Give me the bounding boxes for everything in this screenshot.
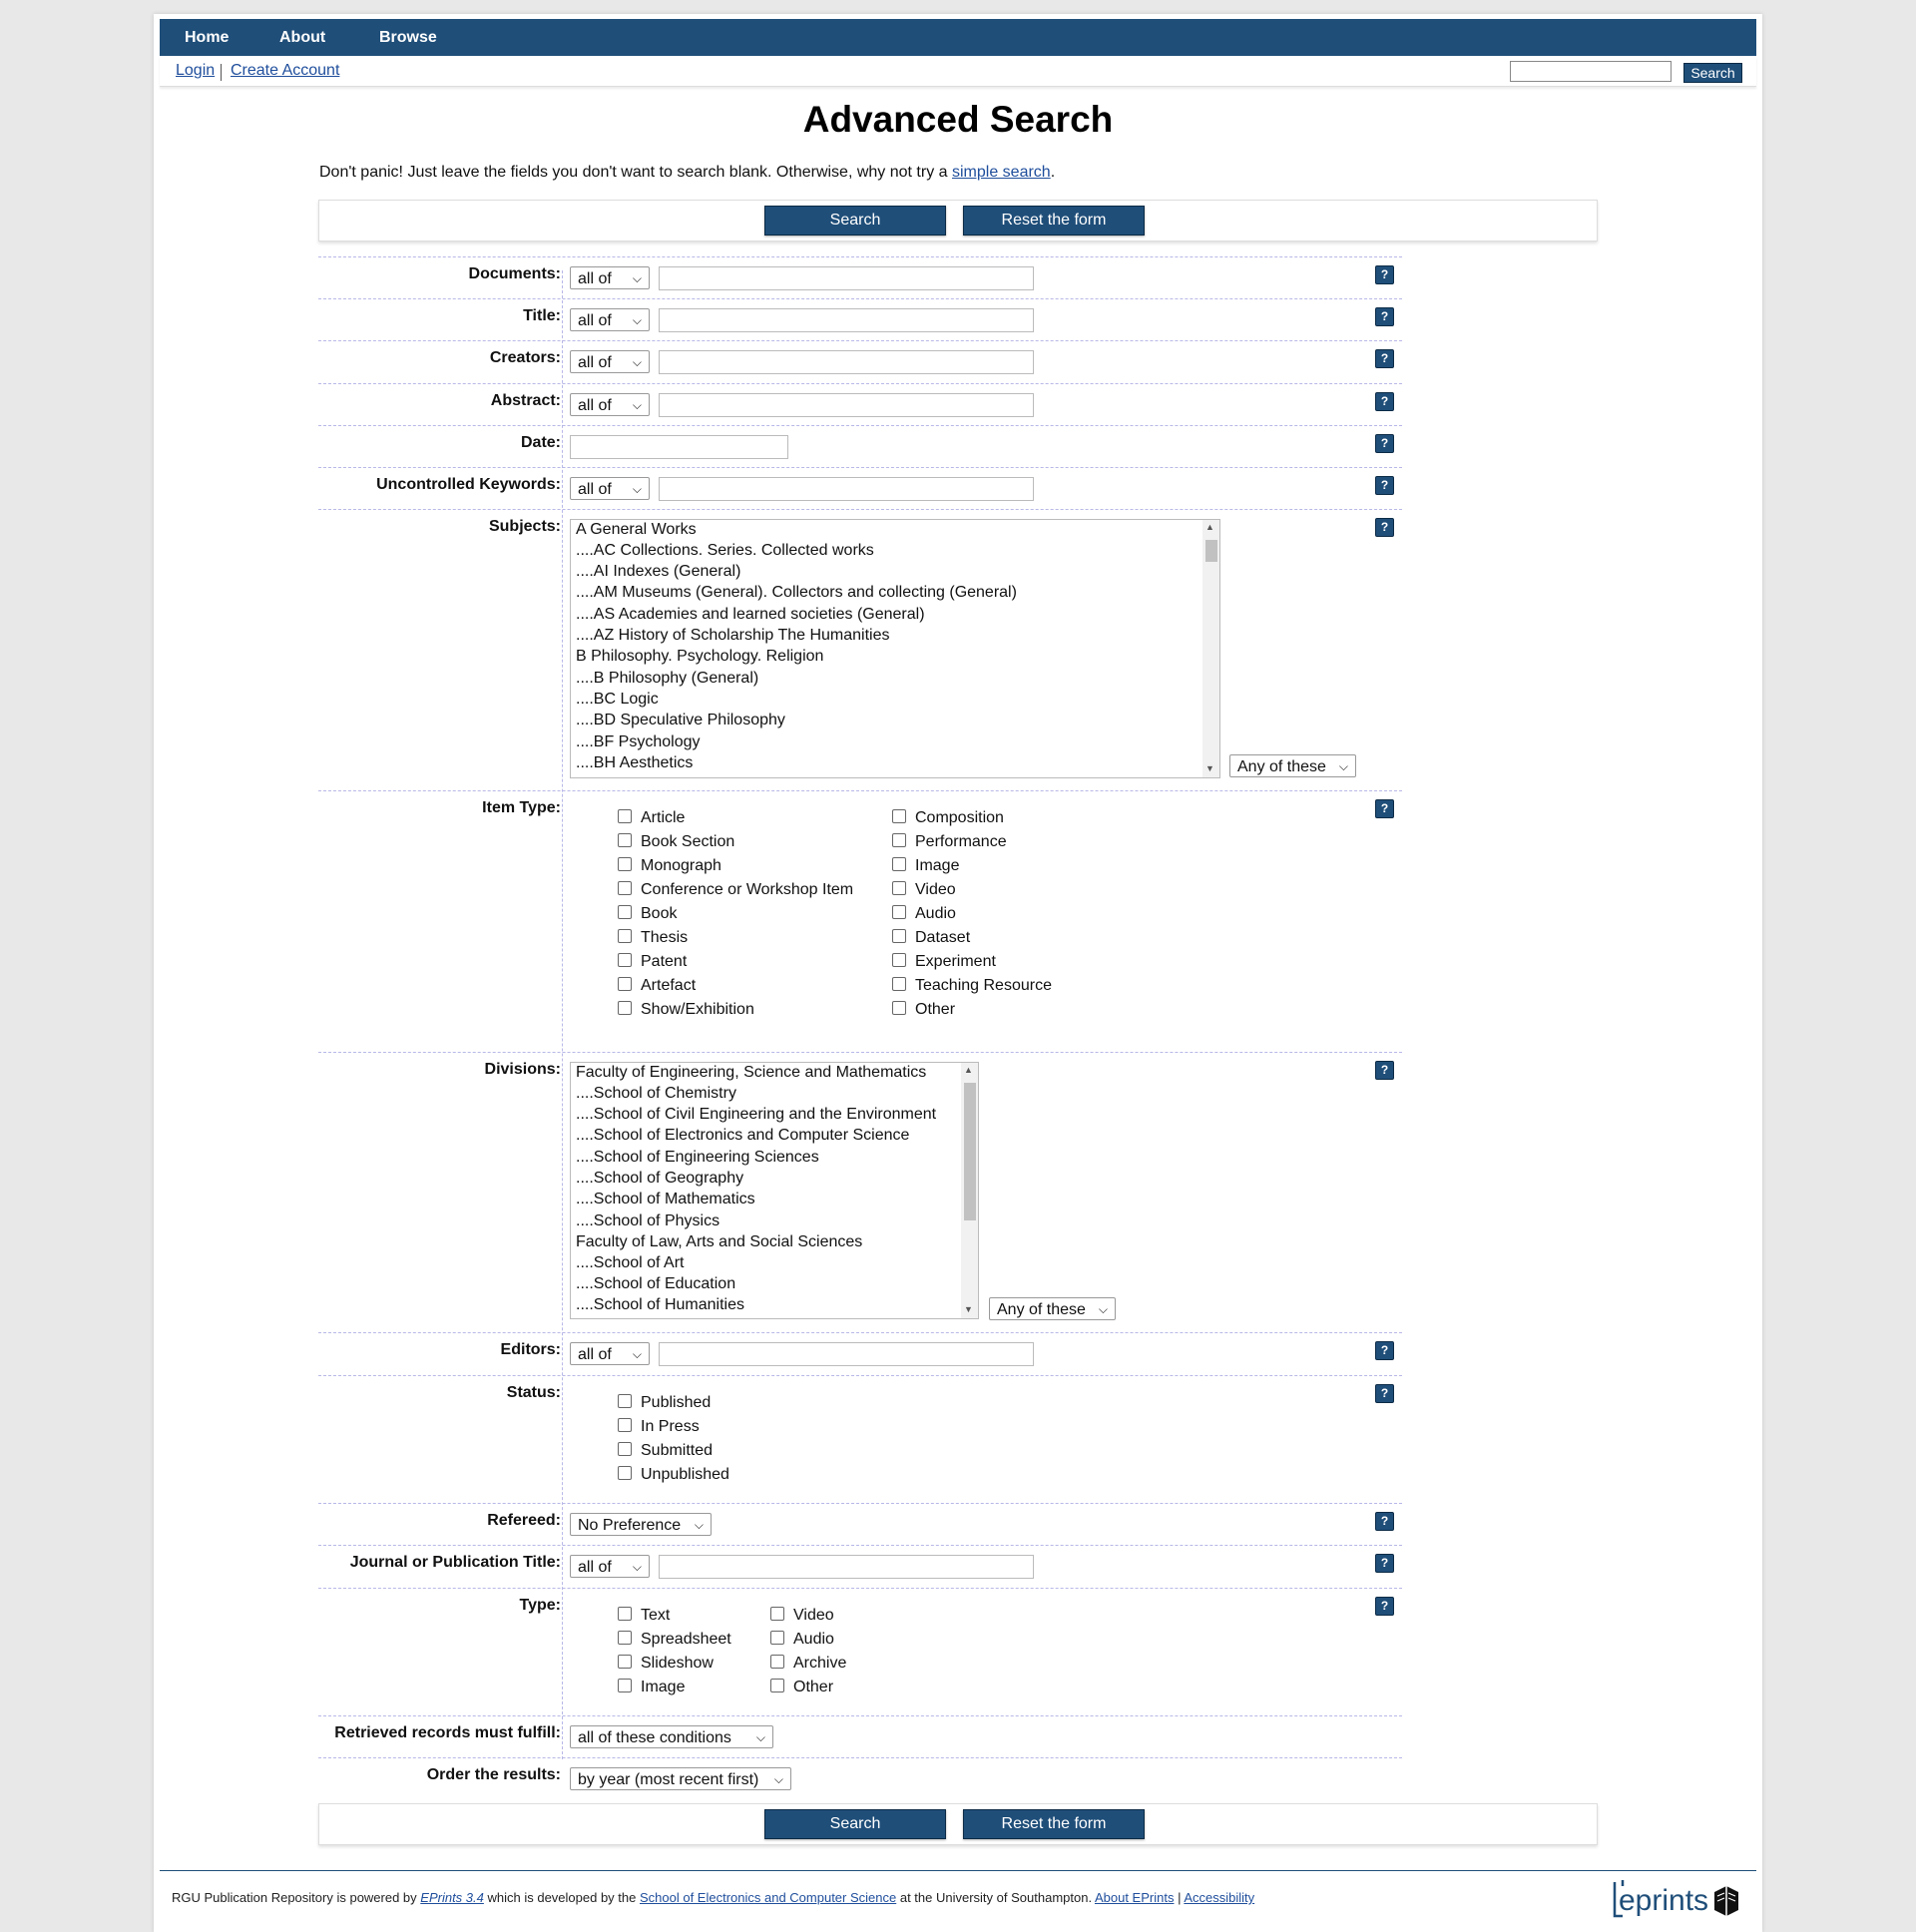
about-eprints-link[interactable]: About EPrints bbox=[1094, 1890, 1175, 1905]
chevron-down-icon: ⌵ bbox=[632, 271, 642, 285]
field-label: Editors: bbox=[500, 1341, 561, 1358]
checkbox-label: Submitted bbox=[641, 1442, 714, 1459]
checkbox[interactable] bbox=[892, 1001, 906, 1015]
checkbox-label: Spreadsheet bbox=[641, 1631, 731, 1648]
scroll-down-icon[interactable]: ▼ bbox=[1205, 763, 1214, 773]
nav-about[interactable]: About bbox=[279, 29, 326, 46]
list-option[interactable]: ....B Philosophy (General) bbox=[576, 670, 759, 687]
checkbox[interactable] bbox=[892, 905, 906, 919]
checkbox[interactable] bbox=[618, 905, 632, 919]
eprints-link[interactable]: EPrints 3.4 bbox=[420, 1890, 484, 1905]
list-option[interactable]: A General Works bbox=[576, 521, 697, 538]
nav-home[interactable]: Home bbox=[185, 29, 230, 46]
create-account-link[interactable]: Create Account bbox=[231, 62, 340, 79]
list-option[interactable]: ....School of Chemistry bbox=[576, 1085, 736, 1102]
ecs-link[interactable]: School of Electronics and Computer Science bbox=[639, 1890, 897, 1905]
checkbox-option[interactable] bbox=[618, 833, 734, 851]
nav-browse[interactable]: Browse bbox=[379, 29, 437, 46]
help-icon[interactable]: ? bbox=[1375, 799, 1394, 818]
checkbox[interactable] bbox=[618, 1442, 632, 1456]
scrollbar-thumb[interactable] bbox=[1205, 540, 1217, 562]
checkbox-option[interactable] bbox=[770, 1607, 834, 1625]
checkbox-label: Performance bbox=[915, 833, 1007, 850]
intro-text: Don't panic! Just leave the fields you don't want to search blank. Otherwise, why not try a simple search. bbox=[319, 164, 1056, 181]
field-label: Retrieved records must fulfill: bbox=[334, 1724, 561, 1741]
checkbox[interactable] bbox=[892, 833, 906, 847]
help-icon[interactable]: ? bbox=[1375, 307, 1394, 326]
footer-divider bbox=[160, 1870, 1756, 1871]
list-option[interactable]: ....BF Psychology bbox=[576, 733, 701, 750]
checkbox-label: Experiment bbox=[915, 953, 996, 970]
user-bar bbox=[160, 56, 1756, 87]
field-label: Date: bbox=[520, 434, 561, 451]
field-documents bbox=[318, 256, 1402, 299]
checkbox[interactable] bbox=[770, 1631, 784, 1645]
checkbox-option[interactable] bbox=[892, 929, 970, 947]
list-option[interactable]: ....AZ History of Scholarship The Humanities bbox=[576, 627, 890, 644]
checkbox-label: Image bbox=[641, 1679, 686, 1695]
chevron-down-icon: ⌵ bbox=[632, 482, 642, 496]
chevron-down-icon: ⌵ bbox=[632, 1347, 642, 1361]
checkbox-option[interactable] bbox=[892, 977, 1052, 995]
list-option[interactable]: ....School of Mathematics bbox=[576, 1191, 755, 1208]
help-icon[interactable]: ? bbox=[1375, 1597, 1394, 1616]
scroll-up-icon[interactable]: ▲ bbox=[1205, 522, 1214, 532]
page bbox=[154, 14, 1762, 1932]
checkbox[interactable] bbox=[770, 1679, 784, 1692]
field-refereed bbox=[318, 1503, 1402, 1546]
checkbox[interactable] bbox=[618, 1001, 632, 1015]
satisfy-select[interactable]: all of these conditions ⌵ bbox=[570, 1725, 773, 1748]
checkbox-option[interactable] bbox=[618, 1607, 670, 1625]
help-icon[interactable]: ? bbox=[1375, 518, 1394, 537]
checkbox-option[interactable] bbox=[770, 1631, 834, 1649]
checkbox[interactable] bbox=[618, 1631, 632, 1645]
checkbox[interactable] bbox=[892, 809, 906, 823]
checkbox-label: Book bbox=[641, 905, 678, 922]
chevron-down-icon: ⌵ bbox=[773, 1772, 783, 1786]
editors-input[interactable] bbox=[659, 1342, 1034, 1366]
checkbox[interactable] bbox=[618, 1466, 632, 1480]
checkbox[interactable] bbox=[618, 833, 632, 847]
documents-input[interactable] bbox=[659, 266, 1034, 290]
list-option[interactable]: ....BH Aesthetics bbox=[576, 754, 694, 771]
field-journal bbox=[318, 1545, 1402, 1589]
field-label: Documents: bbox=[468, 265, 561, 282]
checkbox-label: Audio bbox=[793, 1631, 834, 1648]
scroll-up-icon[interactable]: ▲ bbox=[964, 1065, 973, 1075]
scroll-down-icon[interactable]: ▼ bbox=[964, 1304, 973, 1314]
checkbox[interactable] bbox=[618, 977, 632, 991]
list-option[interactable]: ....AC Collections. Series. Collected works bbox=[576, 542, 874, 559]
field-creators bbox=[318, 340, 1402, 384]
list-option[interactable]: ....School of Humanities bbox=[576, 1296, 744, 1313]
field-label: Title: bbox=[523, 307, 561, 324]
checkbox-option[interactable] bbox=[618, 929, 688, 947]
checkbox[interactable] bbox=[770, 1655, 784, 1669]
footer: RGU Publication Repository is powered by EPrints 3.4 which is developed by the School of Electronics and Computer Science at the University of Southampton. About EPrints | Accessibility bbox=[172, 1890, 1255, 1905]
abstract-input[interactable] bbox=[659, 393, 1034, 417]
page-title: Advanced Search bbox=[802, 99, 1114, 140]
chevron-down-icon: ⌵ bbox=[632, 313, 642, 327]
checkbox[interactable] bbox=[618, 857, 632, 871]
checkbox-option[interactable] bbox=[618, 1679, 685, 1696]
checkbox-label: Text bbox=[641, 1607, 671, 1624]
checkbox-option[interactable] bbox=[770, 1655, 846, 1673]
list-option[interactable]: ....AM Museums (General). Collectors and collecting (General) bbox=[576, 584, 1017, 601]
checkbox-option[interactable] bbox=[618, 905, 677, 923]
checkbox-label: Thesis bbox=[641, 929, 689, 946]
checkbox-label: Teaching Resource bbox=[915, 977, 1052, 994]
chevron-down-icon: ⌵ bbox=[1338, 759, 1348, 773]
field-label: Refereed: bbox=[487, 1512, 561, 1529]
checkbox[interactable] bbox=[618, 1418, 632, 1432]
checkbox-label: Image bbox=[915, 857, 960, 874]
checkbox-option[interactable] bbox=[618, 1418, 700, 1436]
field-satisfy bbox=[318, 1715, 1402, 1758]
journal-mode-select[interactable]: all of ⌵ bbox=[570, 1555, 650, 1578]
chevron-down-icon: ⌵ bbox=[632, 1560, 642, 1574]
checkbox-label: Other bbox=[793, 1679, 834, 1695]
subjects-listbox[interactable] bbox=[570, 519, 1220, 778]
creators-mode-select[interactable]: all of ⌵ bbox=[570, 350, 650, 373]
chevron-down-icon: ⌵ bbox=[632, 355, 642, 369]
checkbox-option[interactable] bbox=[618, 1001, 754, 1019]
checkbox-label: Other bbox=[915, 1001, 956, 1018]
scrollbar[interactable] bbox=[1202, 520, 1219, 777]
checkbox-option[interactable] bbox=[618, 977, 696, 995]
eprints-logo[interactable] bbox=[1611, 1876, 1742, 1920]
list-option[interactable]: ....School of Art bbox=[576, 1254, 685, 1271]
checkbox-option[interactable] bbox=[618, 1655, 714, 1673]
chevron-down-icon: ⌵ bbox=[1098, 1302, 1108, 1316]
separator bbox=[221, 64, 222, 81]
checkbox-label: Patent bbox=[641, 953, 688, 970]
checkbox-option[interactable] bbox=[618, 1442, 713, 1460]
accessibility-link[interactable]: Accessibility bbox=[1184, 1890, 1255, 1905]
checkbox[interactable] bbox=[618, 809, 632, 823]
reset-button[interactable]: Reset the form bbox=[963, 206, 1145, 236]
checkbox-label: Artefact bbox=[641, 977, 697, 994]
list-option[interactable]: ....School of Physics bbox=[576, 1212, 720, 1229]
creators-input[interactable] bbox=[659, 350, 1034, 374]
list-option[interactable]: ....School of Civil Engineering and the Environment bbox=[576, 1106, 937, 1123]
abstract-mode-select[interactable]: all of ⌵ bbox=[570, 393, 650, 416]
help-icon[interactable]: ? bbox=[1375, 434, 1394, 453]
checkbox-option[interactable] bbox=[618, 1466, 729, 1484]
logo-text: eprints bbox=[1619, 1884, 1709, 1917]
field-label: Status: bbox=[506, 1384, 561, 1401]
help-icon[interactable]: ? bbox=[1375, 1384, 1394, 1403]
field-label: Subjects: bbox=[488, 518, 561, 535]
subjects-match-select[interactable]: Any of these ⌵ bbox=[1229, 754, 1356, 777]
field-label: Abstract: bbox=[490, 392, 561, 409]
field-label: Divisions: bbox=[484, 1061, 561, 1078]
checkbox-label: Archive bbox=[793, 1655, 847, 1672]
field-label: Order the results: bbox=[426, 1766, 561, 1783]
checkbox-option[interactable] bbox=[618, 1394, 711, 1412]
checkbox-label: Show/Exhibition bbox=[641, 1001, 754, 1018]
help-icon[interactable]: ? bbox=[1375, 392, 1394, 411]
list-option[interactable]: ....AI Indexes (General) bbox=[576, 563, 741, 580]
bottom-button-bar bbox=[318, 1803, 1598, 1845]
help-icon[interactable]: ? bbox=[1375, 1554, 1394, 1573]
field-label: Uncontrolled Keywords: bbox=[376, 476, 561, 493]
help-icon[interactable]: ? bbox=[1375, 1341, 1394, 1360]
field-abstract bbox=[318, 383, 1402, 426]
chevron-down-icon: ⌵ bbox=[755, 1730, 765, 1744]
field-type bbox=[318, 1588, 1402, 1716]
keywords-input[interactable] bbox=[659, 477, 1034, 501]
top-search-input[interactable] bbox=[1510, 61, 1672, 82]
checkbox-option[interactable] bbox=[618, 1631, 731, 1649]
list-option[interactable]: ....School of Education bbox=[576, 1275, 736, 1292]
field-order bbox=[318, 1757, 1402, 1800]
list-option[interactable]: ....AS Academies and learned societies (General) bbox=[576, 606, 925, 623]
checkbox-option[interactable] bbox=[618, 809, 685, 827]
field-label: Creators: bbox=[489, 349, 561, 366]
journal-input[interactable] bbox=[659, 1555, 1034, 1579]
order-select[interactable]: by year (most recent first) ⌵ bbox=[570, 1767, 791, 1790]
checkbox[interactable] bbox=[892, 881, 906, 895]
checkbox-option[interactable] bbox=[892, 953, 996, 971]
checkbox-option[interactable] bbox=[892, 833, 1007, 851]
checkbox-label: Video bbox=[793, 1607, 834, 1624]
field-divisions bbox=[318, 1052, 1402, 1333]
checkbox[interactable] bbox=[770, 1607, 784, 1621]
list-option[interactable]: ....School of Engineering Sciences bbox=[576, 1149, 819, 1166]
list-option[interactable]: ....BD Speculative Philosophy bbox=[576, 712, 785, 728]
list-option[interactable]: ....BC Logic bbox=[576, 691, 659, 708]
checkbox[interactable] bbox=[892, 953, 906, 967]
list-option[interactable]: Faculty of Law, Arts and Social Sciences bbox=[576, 1233, 863, 1250]
help-icon[interactable]: ? bbox=[1375, 265, 1394, 284]
checkbox-label: Monograph bbox=[641, 857, 721, 874]
title-input[interactable] bbox=[659, 308, 1034, 332]
checkbox-label: Unpublished bbox=[641, 1466, 729, 1483]
documents-mode-select[interactable]: all of ⌵ bbox=[570, 266, 650, 289]
help-icon[interactable]: ? bbox=[1375, 1061, 1394, 1080]
keywords-mode-select[interactable]: all of ⌵ bbox=[570, 477, 650, 500]
checkbox[interactable] bbox=[892, 857, 906, 871]
scrollbar-thumb[interactable] bbox=[964, 1083, 976, 1220]
checkbox-option[interactable] bbox=[892, 881, 956, 899]
field-title bbox=[318, 298, 1402, 341]
checkbox-option[interactable] bbox=[892, 905, 956, 923]
field-label: Type: bbox=[519, 1597, 561, 1614]
title-mode-select[interactable]: all of ⌵ bbox=[570, 308, 650, 331]
divisions-listbox[interactable] bbox=[570, 1062, 979, 1319]
date-input[interactable] bbox=[570, 435, 788, 459]
field-keywords bbox=[318, 467, 1402, 510]
divisions-match-select[interactable]: Any of these ⌵ bbox=[989, 1297, 1116, 1320]
checkbox[interactable] bbox=[618, 1607, 632, 1621]
field-status bbox=[318, 1375, 1402, 1504]
checkbox-option[interactable] bbox=[770, 1679, 833, 1696]
checkbox-label: Article bbox=[641, 809, 686, 826]
checkbox[interactable] bbox=[618, 1679, 632, 1692]
checkbox-label: Slideshow bbox=[641, 1655, 714, 1672]
checkbox[interactable] bbox=[892, 929, 906, 943]
top-search-button[interactable]: Search bbox=[1683, 63, 1742, 83]
checkbox-label: Conference or Workshop Item bbox=[641, 881, 854, 898]
editors-mode-select[interactable]: all of ⌵ bbox=[570, 1342, 650, 1365]
field-editors bbox=[318, 1332, 1402, 1376]
field-label: Journal or Publication Title: bbox=[349, 1554, 561, 1571]
checkbox-label: Video bbox=[915, 881, 956, 898]
field-date bbox=[318, 425, 1402, 468]
chevron-down-icon: ⌵ bbox=[632, 398, 642, 412]
chevron-down-icon: ⌵ bbox=[694, 1518, 704, 1532]
checkbox-option[interactable] bbox=[892, 857, 959, 875]
search-button[interactable]: Search bbox=[764, 1809, 946, 1839]
list-option[interactable]: ....School of Electronics and Computer Science bbox=[576, 1127, 910, 1144]
checkbox[interactable] bbox=[618, 929, 632, 943]
checkbox-label: Audio bbox=[915, 905, 956, 922]
simple-search-link[interactable]: simple search bbox=[952, 164, 1051, 181]
checkbox[interactable] bbox=[618, 953, 632, 967]
field-item-type bbox=[318, 790, 1402, 1053]
login-link[interactable]: Login bbox=[176, 62, 216, 79]
field-subjects bbox=[318, 509, 1402, 791]
top-button-bar bbox=[318, 200, 1598, 242]
checkbox-option[interactable] bbox=[618, 953, 687, 971]
checkbox[interactable] bbox=[618, 1394, 632, 1408]
checkbox-option[interactable] bbox=[618, 857, 721, 875]
list-option[interactable]: ....School of Geography bbox=[576, 1170, 744, 1187]
checkbox[interactable] bbox=[618, 881, 632, 895]
checkbox[interactable] bbox=[892, 977, 906, 991]
checkbox-option[interactable] bbox=[618, 881, 853, 899]
reset-button[interactable]: Reset the form bbox=[963, 1809, 1145, 1839]
help-icon[interactable]: ? bbox=[1375, 476, 1394, 495]
refereed-select[interactable]: No Preference ⌵ bbox=[570, 1513, 712, 1536]
scrollbar[interactable] bbox=[961, 1063, 978, 1318]
checkbox-label: Composition bbox=[915, 809, 1004, 826]
checkbox-label: Dataset bbox=[915, 929, 971, 946]
main-menu bbox=[160, 19, 1756, 56]
checkbox-label: Published bbox=[641, 1394, 712, 1411]
checkbox-label: In Press bbox=[641, 1418, 700, 1435]
checkbox-option[interactable] bbox=[892, 1001, 955, 1019]
list-option[interactable]: B Philosophy. Psychology. Religion bbox=[576, 648, 824, 665]
help-icon[interactable]: ? bbox=[1375, 1512, 1394, 1531]
list-option[interactable]: Faculty of Engineering, Science and Mathematics bbox=[576, 1064, 927, 1081]
checkbox-option[interactable] bbox=[892, 809, 1004, 827]
checkbox[interactable] bbox=[618, 1655, 632, 1669]
search-button[interactable]: Search bbox=[764, 206, 946, 236]
help-icon[interactable]: ? bbox=[1375, 349, 1394, 368]
checkbox-label: Book Section bbox=[641, 833, 735, 850]
field-label: Item Type: bbox=[482, 799, 561, 816]
